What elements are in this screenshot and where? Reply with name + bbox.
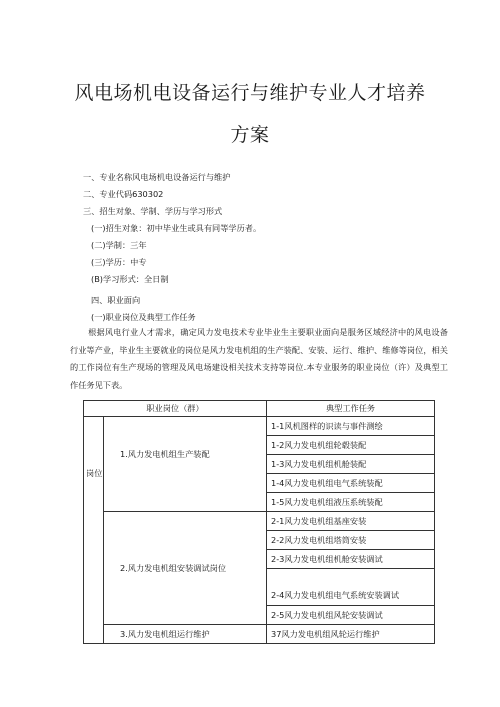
item-enrollment-target: (一)招生对象：初中毕业生或具有同等学历者。 xyxy=(91,223,262,233)
header-task: 典型工作任务 xyxy=(267,401,435,417)
task-cell: 2-2风力发电机组塔筒安装 xyxy=(267,531,435,550)
position-cell-3: 3.风力发电机组运行维护 xyxy=(104,625,267,644)
table-blank-column xyxy=(84,417,104,644)
task-cell: 2-3风力发电机组机舱安装调试 xyxy=(267,550,435,569)
item-specialty-code: 二、专业代码630302 xyxy=(83,189,164,199)
body-paragraph xyxy=(70,324,448,394)
table-row xyxy=(84,625,435,644)
table-header-row xyxy=(84,401,435,417)
item-degree: (三)学历：中专 xyxy=(91,257,147,267)
header-position: 职业岗位（群） xyxy=(84,401,267,417)
positions-table xyxy=(83,400,435,644)
item-study-form: (B)学习形式：全日制 xyxy=(91,274,169,284)
item-enrollment-heading: 三、招生对象、学制、学历与学习形式 xyxy=(83,206,223,216)
document-title-line1: 风电场机电设备运行与维护专业人才培养 xyxy=(74,82,426,104)
task-cell: 1-2风力发电机组轮毂装配 xyxy=(267,436,435,455)
task-cell: 2-5风力发电机组风轮安装调试 xyxy=(267,606,435,625)
task-cell: 2-4风力发电机组电气系统安装调试 xyxy=(267,569,435,606)
task-cell: 2-1风力发电机组基座安装 xyxy=(267,512,435,531)
item-positions-heading: (一)职业岗位及典型工作任务 xyxy=(91,312,196,322)
item-duration: (二)学制：三年 xyxy=(91,240,147,250)
table-row xyxy=(84,417,435,436)
task-cell: 1-1风机图样的识读与事件测绘 xyxy=(267,417,435,436)
position-1-line2: 岗位 xyxy=(86,468,103,478)
table-row xyxy=(84,512,435,531)
item-career-heading: 四、职业面向 xyxy=(91,295,141,305)
document-title-line2: 方案 xyxy=(230,124,270,146)
item-specialty-name: 一、专业名称风电场机电设备运行与维护 xyxy=(83,172,231,182)
task-cell: 1-5风力发电机组液压系统装配 xyxy=(267,493,435,512)
task-cell: 37风力发电机组风轮运行维护 xyxy=(267,625,435,644)
body-paragraph-text: 根据风电行业人才需求，确定风力发电技术专业毕业生主要职业面向是服务区域经济中的风电设备行业等产业，毕业生主要就业的岗位是风力发电机组的生产装配、安装、运行、维护、维修等岗位，相关的工作岗位有生产现场的管理及风电场建设相关技术支持等岗位.本专业服务的职业岗位（许）及典型工作任务见下表。 xyxy=(70,327,448,390)
position-cell-2: 2.风力发电机组安装调试岗位 xyxy=(104,512,267,625)
task-cell: 1-3风力发电机组机舱装配 xyxy=(267,455,435,474)
task-cell: 1-4风力发电机组电气系统装配 xyxy=(267,474,435,493)
position-cell-1 xyxy=(86,417,267,512)
position-1-line1: 1.风力发电机组生产装配 xyxy=(120,449,210,459)
